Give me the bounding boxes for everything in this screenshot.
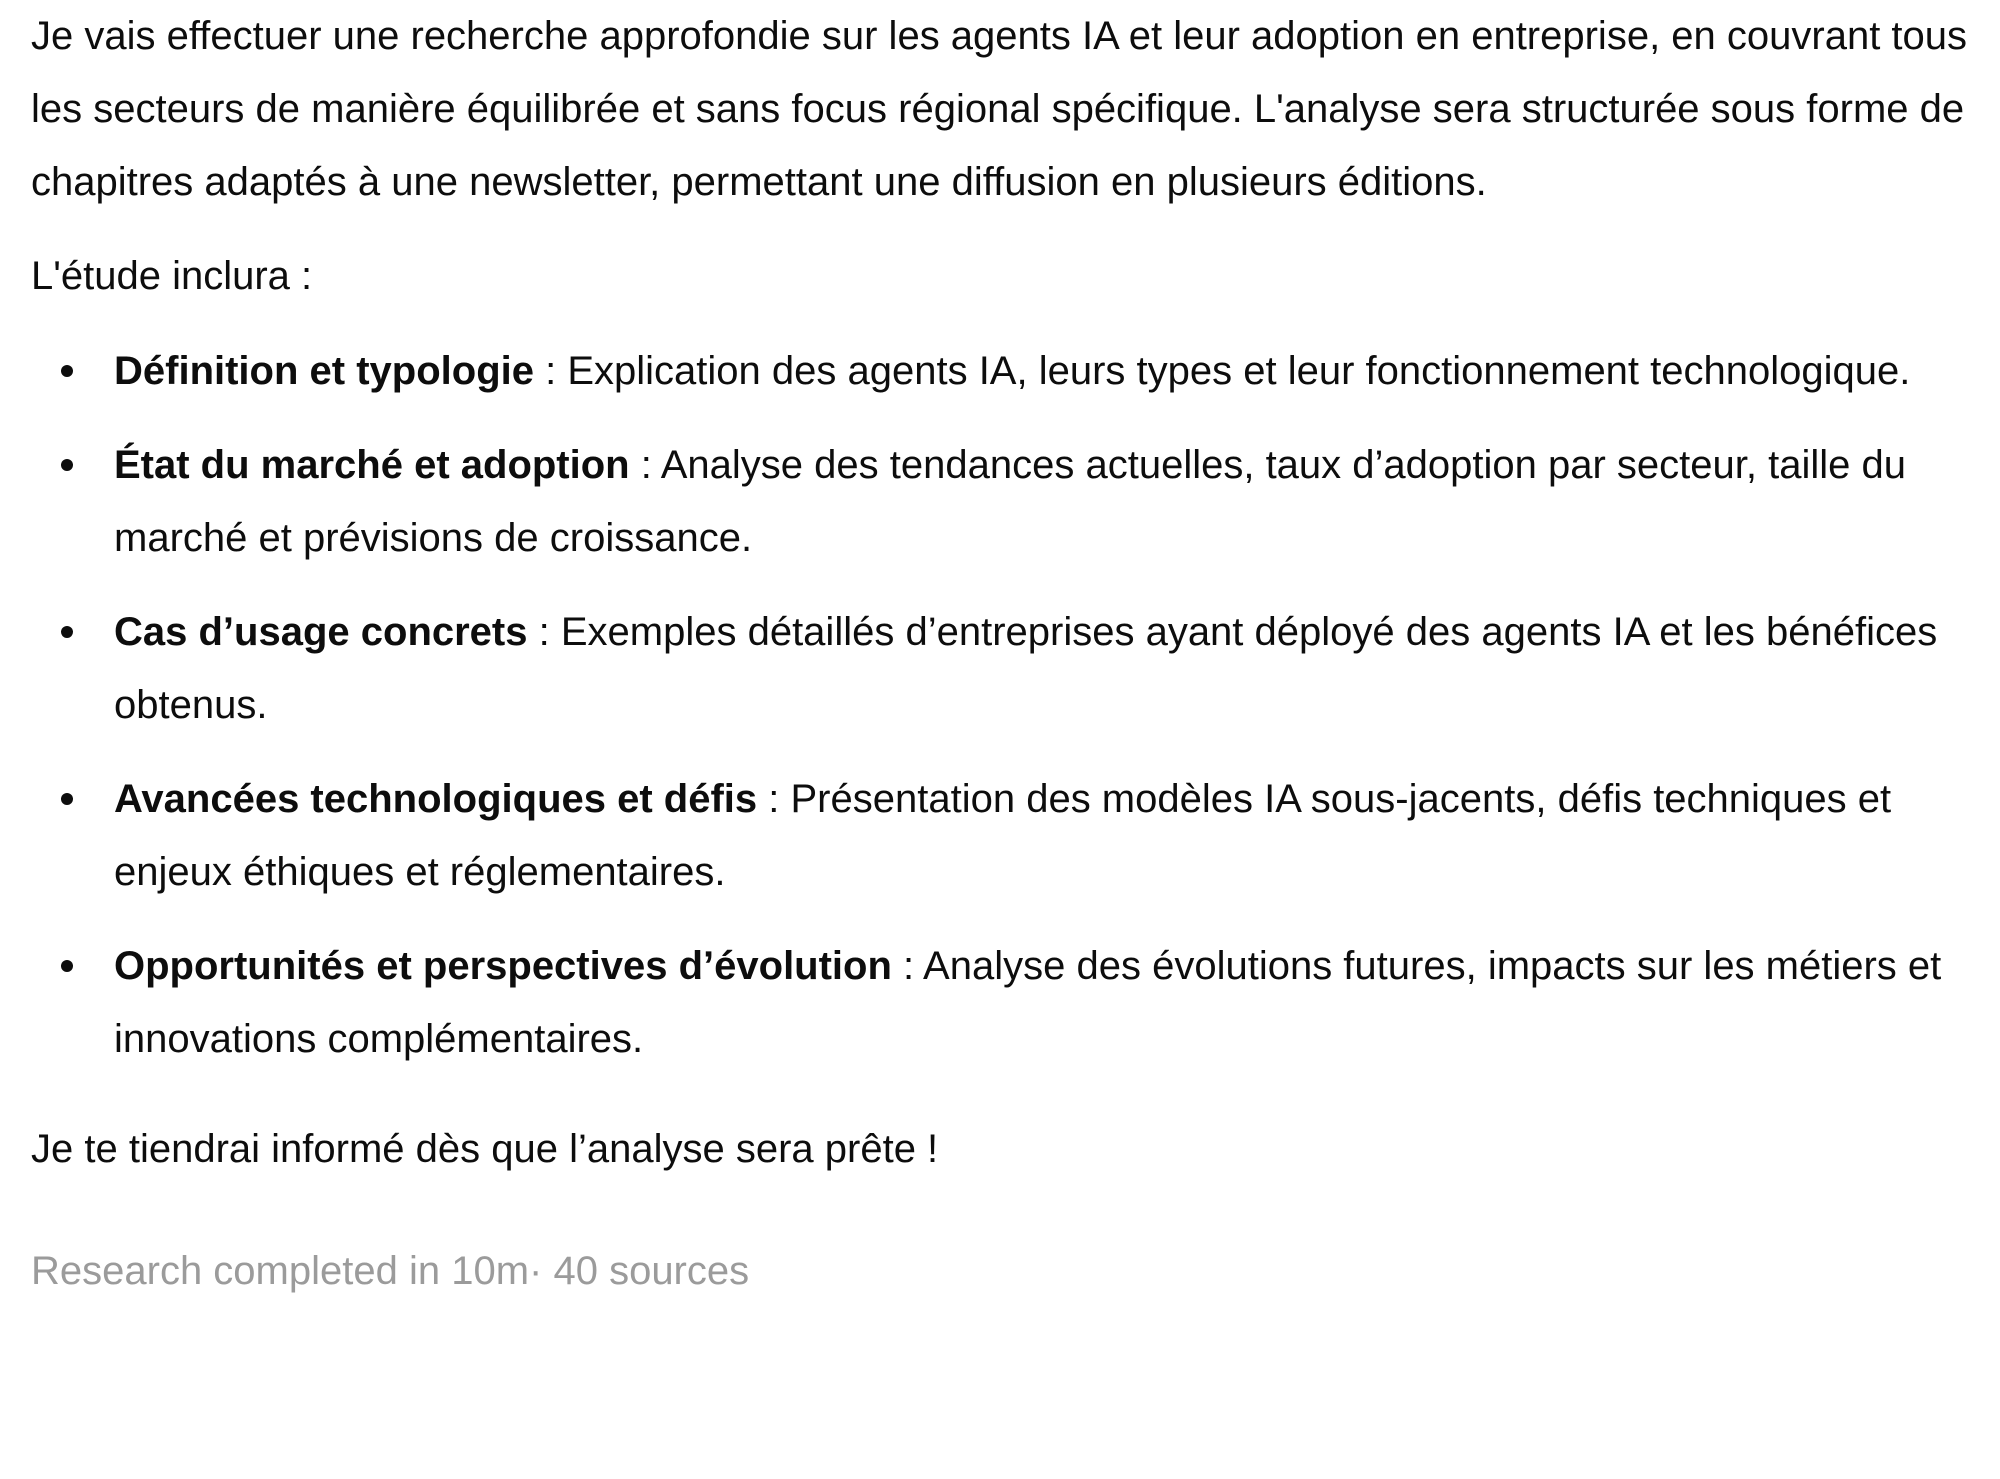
list-item [31, 930, 1971, 1076]
bullet-icon [61, 960, 73, 972]
list-item [31, 429, 1971, 575]
research-status[interactable]: Research completed in 10m· 40 sources [31, 1249, 750, 1293]
intro-paragraph: Je vais effectuer une recherche approfondie sur les agents IA et leur adoption en entreprise, en couvrant tous les secteurs de manière équilibrée et sans focus régional spécifique. L'analyse sera structurée sous forme de chapitres adaptés à une newsletter, permettant une diffusion en plusieurs éditions. [31, 14, 1968, 204]
list-item [31, 596, 1971, 742]
topic-description: : Présentation des modèles IA sous-jacents, défis techniques et enjeux éthiques et réglementaires. [114, 777, 1892, 894]
topic-description: : Explication des agents IA, leurs types et leur fonctionnement technologique. [533, 349, 1911, 393]
topic-description: : Exemples détaillés d’entreprises ayant déployé des agents IA et les bénéfices obtenus. [114, 610, 1938, 727]
bullet-icon [61, 365, 73, 377]
topic-title: Opportunités et perspectives d’évolution [114, 944, 892, 988]
bullet-icon [61, 626, 73, 638]
topics-list [31, 335, 1971, 1076]
bullet-icon [61, 793, 73, 805]
topic-title: État du marché et adoption [114, 443, 630, 487]
assistant-message [31, 0, 1971, 1308]
bullet-icon [61, 459, 73, 471]
topic-description: : Analyse des évolutions futures, impacts sur les métiers et innovations complémentaires. [114, 944, 1942, 1061]
topic-title: Cas d’usage concrets [114, 610, 528, 654]
list-item [31, 335, 1971, 408]
topic-title: Définition et typologie [114, 349, 534, 393]
list-item [31, 763, 1971, 909]
study-intro: L'étude inclura : [31, 254, 313, 298]
topic-description: : Analyse des tendances actuelles, taux d’adoption par secteur, taille du marché et prévisions de croissance. [114, 443, 1906, 560]
closing-paragraph: Je te tiendrai informé dès que l’analyse sera prête ! [31, 1127, 939, 1171]
topic-title: Avancées technologiques et défis [114, 777, 758, 821]
